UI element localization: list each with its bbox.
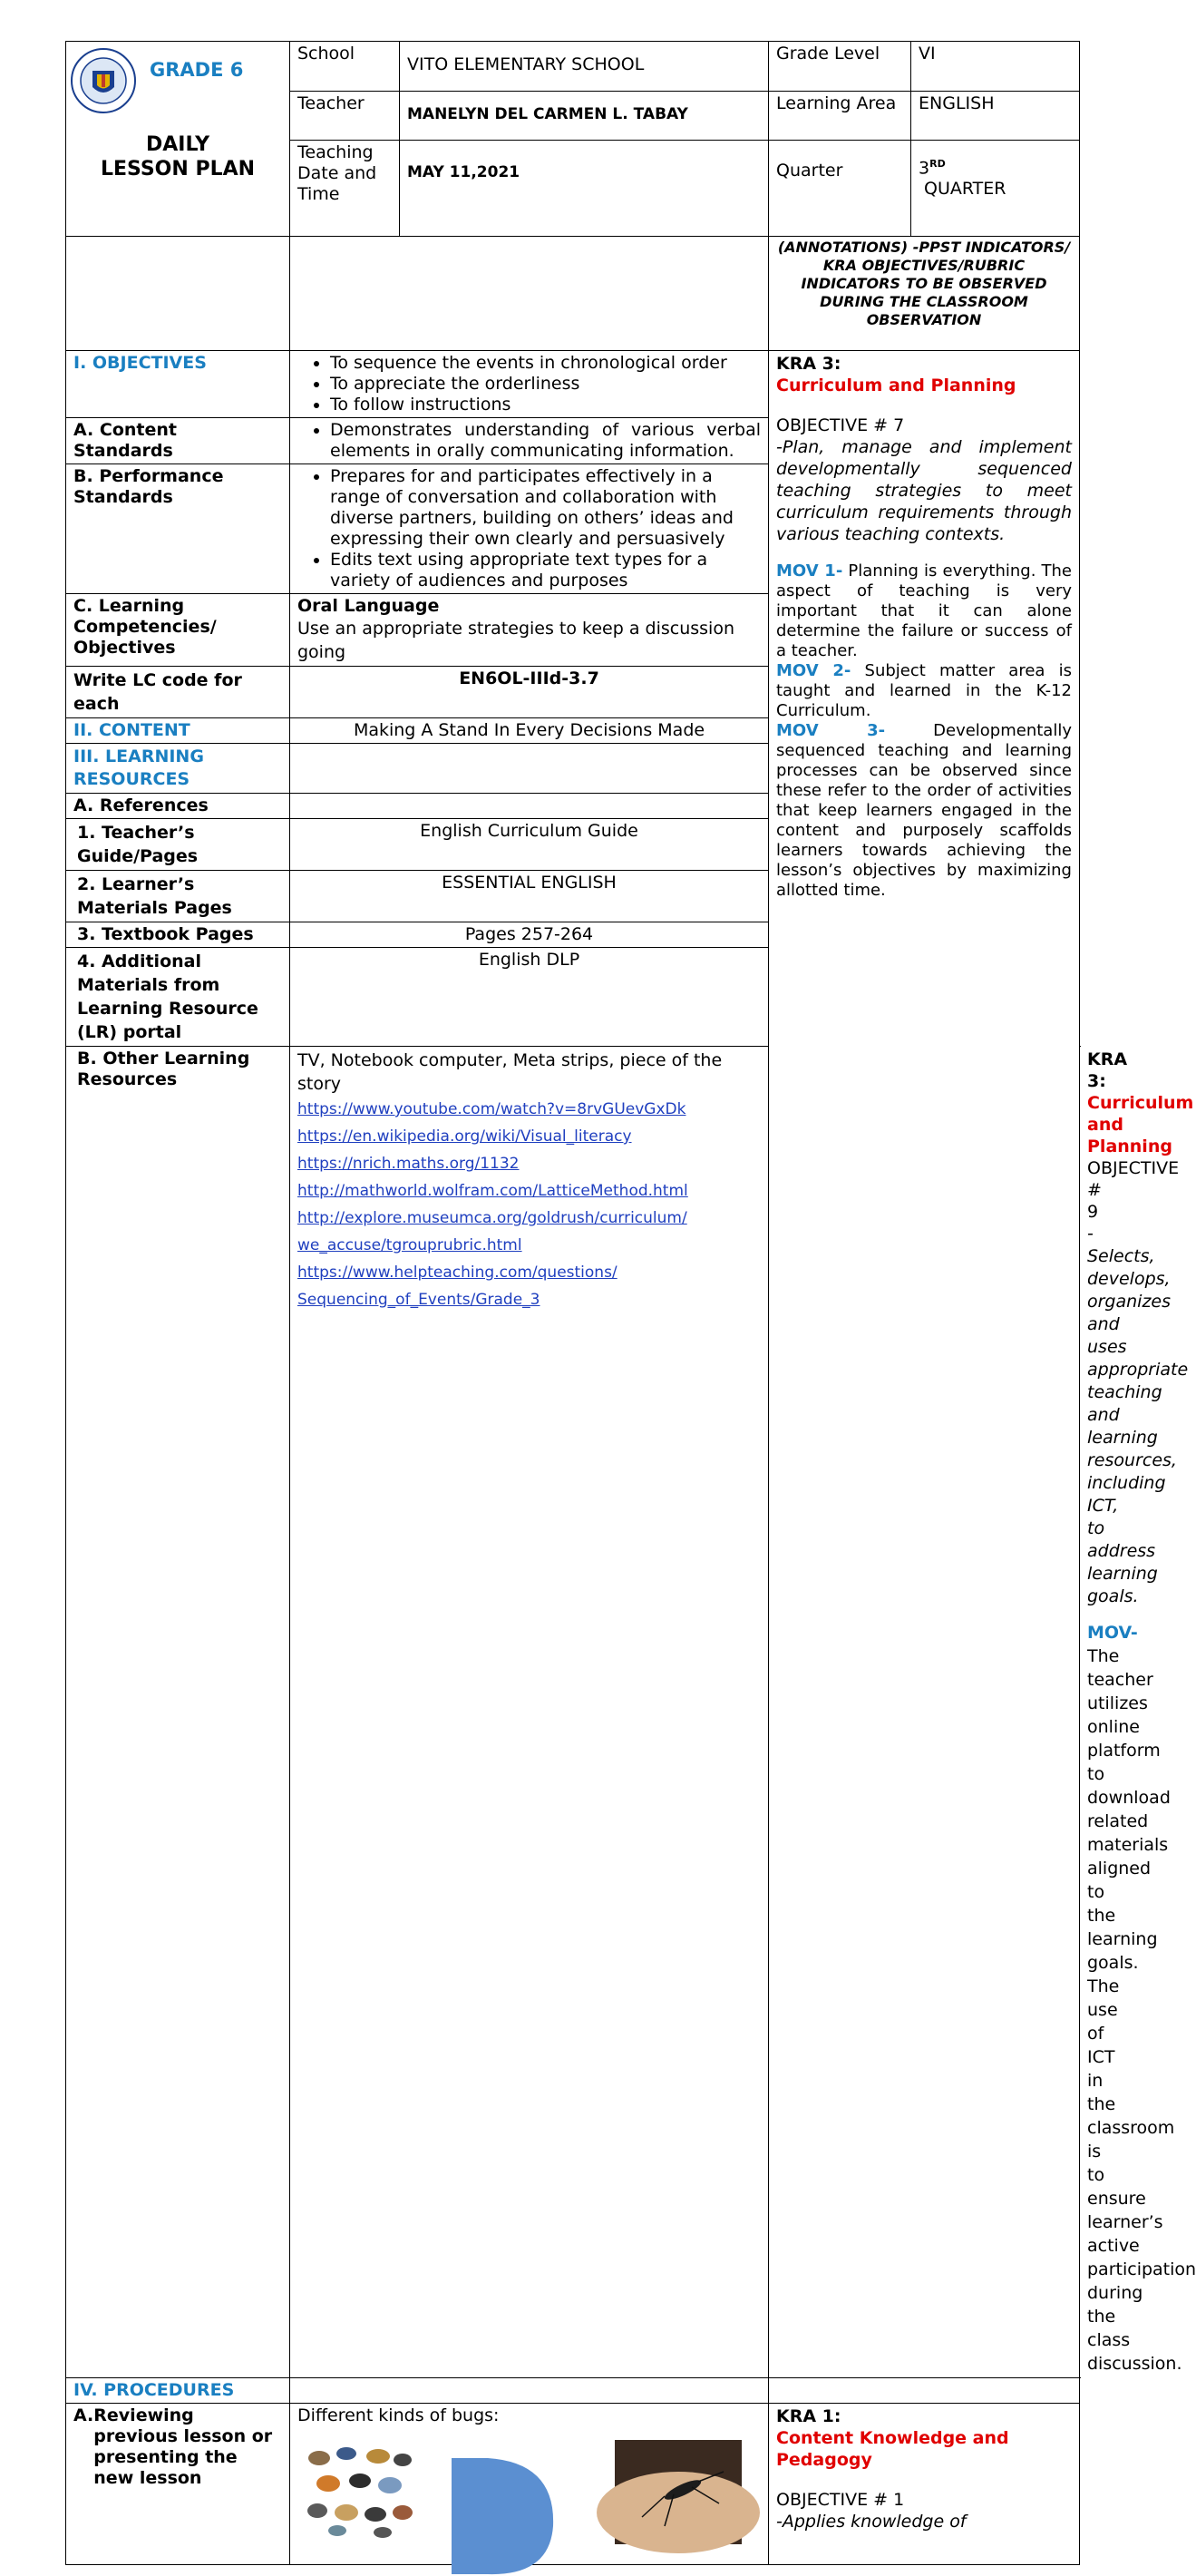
date-value: MAY 11,2021 — [400, 141, 769, 237]
review-label — [66, 2404, 290, 2565]
objective-item: • To appreciate the orderliness — [330, 374, 761, 395]
resource-link[interactable]: http://explore.museumca.org/goldrush/curriculum/ — [297, 1209, 687, 1227]
procedures-label: IV. PROCEDURES — [66, 2378, 290, 2404]
grade-level-label: Grade Level — [769, 42, 911, 92]
content-standard-item: • Demonstrates understanding of various verbal elements in orally communicating information. — [330, 420, 761, 462]
quarter-label: Quarter — [769, 141, 911, 237]
resource-link[interactable]: https://www.youtube.com/watch?v=8rvGUevGxDk — [297, 1100, 686, 1118]
header-logo-cell — [66, 42, 290, 237]
teachers-guide-value: English Curriculum Guide — [290, 819, 769, 871]
learning-resources-content — [290, 744, 769, 794]
lesson-plan-table: GRADE 6 DAILY LESSON PLAN School VITO ELEMENTARY SCHOOL Grade Level VI Teacher MANELYN DEL CARMEN L. TABAY Learning Area ENGLISH Teaching Date and Time MAY 11,2021 Quarter 3RD QUARTER (ANNOTATIONS) -PPST INDICATORS/ KRA OBJECTIVES/RUBRIC INDICATORS TO BE OBSERVED DURING THE CLASSROOM OBSERVATION I. OBJECTIVES • To sequence the events in chronological order • To appreciate the orderliness • To follow instructions KRA 3: Curriculum and Planning OBJECTIVE # 7 -Plan, manage and implement developmentally sequenced teaching strategies to meet curriculum requirements through various teaching contexts. MOV 1- Planning is everything. The aspect of teaching is very important that it can alone determine the failure or success of a teacher. MOV 2- Subject matter area is taught and learned in the K-12 Curriculum. MOV 3- Developmentally sequenced teaching and learning processes can be observed since these refer to the order of activities that keep learners engaged in the content and purposely scaffolds learners towards achieving the lesson’s objectives by maximizing allotted time. A. Content Standards • Demonstrates understanding of various verbal elements in orally communicating information. B. Performance Standards • Prepares for and participates effectively in a range of conversation and collaboration with diverse partners, building on others’ ideas and expressing their own clearly and persuasively • Edits text using appropriate text types for a variety of audiences and purposes C. Learning Competencies/ Objectives Oral Language Use an appropriate strategies to keep a discussion going Write LC code for each EN6OL-IIId-3.7 II. CONTENT Making A Stand In Every Decisions Made III. LEARNING RESOURCES A. References 1. Teacher’s Guide/Pages English Curriculum Guide 2. Learner’s Materials Pages ESSENTIAL ENGLISH 3. Textbook Pages Pages 257-264 4. Additional Materials from Learning Resource (LR) portal English DLP B. Other Learning Resources TV, Notebook computer, Meta strips, piece of the story https://www.youtube.com/watch?v=8rvGUevGxDk https://en.wikipedia.org/wiki/Visual_literacy https://nrich.maths.org/1132 http://mathworld.wolfram.com/LatticeMethod.html http://explore.museumca.org/goldrush/curriculum/ we_accuse/tgrouprubric.html https://www.helpteaching.com/questions/ Sequencing_of_Events/Grade_3 KRA 3: Curriculum and Planning OBJECTIVE # 9 -Selects, develops, organizes and uses appropriate teaching and learning resources, including ICT, to address learning goals. MOV- The teacher utilizes online platform to download related materials aligned to the learning goals. The use of ICT in the classroom is to ensure learner’s active participation during the class discussion. IV. PROCEDURES A. Reviewing previous lesson or presenting the new lesson Different kinds of bugs: KRA 1: Content Knowledge and Pedagogy OBJECTIVE # 1 -Applies knowledge of — [65, 41, 1080, 2565]
other-resources-content — [290, 1047, 769, 2378]
blank-label-cell — [66, 237, 290, 351]
procedures-content — [290, 2378, 769, 2404]
competencies-text: Use an appropriate strategies to keep a discussion going — [297, 619, 734, 662]
textbook-label: 3. Textbook Pages — [66, 922, 290, 948]
plan-title-line2: LESSON PLAN — [100, 158, 256, 181]
other-resources-text: TV, Notebook computer, Meta strips, piece of the story — [297, 1050, 723, 1094]
review-text: Reviewing previous lesson or presenting the new lesson — [93, 2405, 273, 2488]
teachers-guide-label: 1. Teacher’s Guide/Pages — [66, 819, 290, 871]
annotation-kra1-obj1 — [769, 2404, 1080, 2565]
objective-item: • To sequence the events in chronological order — [330, 353, 761, 374]
grade-title: GRADE 6 — [150, 59, 244, 81]
textbook-value: Pages 257-264 — [290, 922, 769, 948]
objectives-label: I. OBJECTIVES — [66, 351, 290, 418]
lc-code-value: EN6OL-IIId-3.7 — [290, 667, 769, 718]
kra-area: Content Knowledge and Pedagogy — [776, 2428, 1009, 2470]
review-content — [290, 2404, 769, 2565]
performance-standard-item: • Edits text using appropriate text types for a variety of audiences and purposes — [330, 550, 761, 591]
kra-objective-desc: -Plan, manage and implement developmentally sequenced teaching strategies to meet curriculum requirements through various teaching contexts. — [776, 437, 1072, 544]
annotations-header: (ANNOTATIONS) -PPST INDICATORS/ KRA OBJECTIVES/RUBRIC INDICATORS TO BE OBSERVED DURING THE CLASSROOM OBSERVATION — [769, 237, 1080, 351]
competencies-label: C. Learning Competencies/ Objectives — [66, 594, 290, 667]
kra-objective: OBJECTIVE # 7 — [776, 415, 905, 435]
mov-text: Planning is everything. The aspect of teaching is very important that it can alone determine the failure or success of a teacher. — [776, 561, 1072, 660]
kra-objective: OBJECTIVE # 1 — [776, 2490, 905, 2510]
mov-text: Subject matter area is taught and learned in the K-12 Curriculum. — [776, 661, 1072, 720]
resource-link[interactable]: http://mathworld.wolfram.com/LatticeMethod.html — [297, 1182, 688, 1200]
quarter-number: 3 — [919, 158, 930, 179]
content-value: Making A Stand In Every Decisions Made — [290, 718, 769, 744]
objectives-list — [297, 353, 761, 415]
references-content — [290, 794, 769, 819]
quarter-value — [911, 141, 1080, 237]
kra-heading: KRA 1: — [776, 2406, 841, 2426]
school-value: VITO ELEMENTARY SCHOOL — [400, 42, 769, 92]
quarter-word: QUARTER — [924, 179, 1006, 200]
blank-content-cell — [290, 237, 769, 351]
plan-title-line1: DAILY — [146, 133, 209, 156]
mov-text: The teacher utilizes online platform to download related materials aligned to the learning goals. The use of ICT in the classroom is to ensure learner’s active participation during the class discussion. — [1087, 1646, 1196, 2374]
school-label: School — [290, 42, 400, 92]
butterflies-image — [301, 2440, 417, 2538]
resource-link[interactable]: Sequencing_of_Events/Grade_3 — [297, 1291, 540, 1309]
objectives-content — [290, 351, 769, 418]
teacher-label: Teacher — [290, 92, 400, 141]
mov-3 — [776, 721, 1072, 901]
procedures-annotation — [769, 2378, 1080, 2404]
learners-materials-value: ESSENTIAL ENGLISH — [290, 871, 769, 922]
plan-title — [66, 132, 289, 181]
resource-link[interactable]: we_accuse/tgrouprubric.html — [297, 1236, 522, 1254]
learning-area-value: ENGLISH — [911, 92, 1080, 141]
content-label: II. CONTENT — [66, 718, 290, 744]
resource-link[interactable]: https://en.wikipedia.org/wiki/Visual_literacy — [297, 1127, 632, 1146]
review-label-wrap — [73, 2405, 282, 2489]
annotation-kra3-obj7 — [769, 351, 1080, 2378]
mov-label: MOV 2- — [776, 661, 851, 680]
review-letter: A. — [73, 2405, 94, 2425]
competencies-heading: Oral Language — [297, 596, 440, 616]
performance-standard-item: • Prepares for and participates effectively in a range of conversation and collaboration with diverse partners, building on others’ ideas and expressing their own clearly and persuasively — [330, 466, 761, 550]
teacher-value: MANELYN DEL CARMEN L. TABAY — [400, 92, 769, 141]
content-standards-content — [290, 418, 769, 464]
mov-label: MOV 1- — [776, 561, 843, 581]
kra-objective-desc: -Applies knowledge of — [776, 2512, 967, 2532]
quarter-suffix: RD — [929, 158, 946, 170]
other-resources-label: B. Other Learning Resources — [66, 1047, 290, 2378]
mov-1 — [776, 561, 1072, 661]
deped-seal-icon — [70, 47, 137, 114]
performance-standards-content — [290, 464, 769, 594]
grade-level-value: VI — [911, 42, 1080, 92]
date-label: Teaching Date and Time — [290, 141, 400, 237]
resource-link[interactable]: https://www.helpteaching.com/questions/ — [297, 1264, 617, 1282]
lesson-plan-page — [65, 41, 1196, 2565]
learners-materials-label: 2. Learner’s Materials Pages — [66, 871, 290, 922]
mov-2 — [776, 661, 1072, 721]
learning-resources-label: III. LEARNING RESOURCES — [66, 744, 290, 794]
additional-materials-value: English DLP — [290, 948, 769, 1047]
mosquito-image — [615, 2440, 742, 2544]
competencies-content — [290, 594, 769, 667]
learning-area-label: Learning Area — [769, 92, 911, 141]
blue-shape-image — [452, 2458, 556, 2576]
lc-code-label: Write LC code for each — [66, 667, 290, 718]
kra-heading: KRA 3: — [776, 354, 841, 374]
references-label: A. References — [66, 794, 290, 819]
review-content-text: Different kinds of bugs: — [297, 2405, 500, 2425]
kra-area: Curriculum and Planning — [776, 376, 1016, 395]
content-standards-label: A. Content Standards — [66, 418, 290, 464]
mov-text: Developmentally sequenced teaching and learning processes can be observed since these refer to the order of activities that keep learners engaged in the content and purposely scaffolds learners towards achieving the lesson’s objectives by maximizing allotted time. — [776, 721, 1072, 900]
objective-item: • To follow instructions — [330, 395, 761, 415]
resource-link[interactable]: https://nrich.maths.org/1132 — [297, 1155, 520, 1173]
performance-standards-label: B. Performance Standards — [66, 464, 290, 594]
mov-label: MOV- — [1087, 1623, 1138, 1643]
mov-label: MOV 3- — [776, 721, 886, 740]
additional-materials-label: 4. Additional Materials from Learning Resource (LR) portal — [66, 948, 290, 1047]
